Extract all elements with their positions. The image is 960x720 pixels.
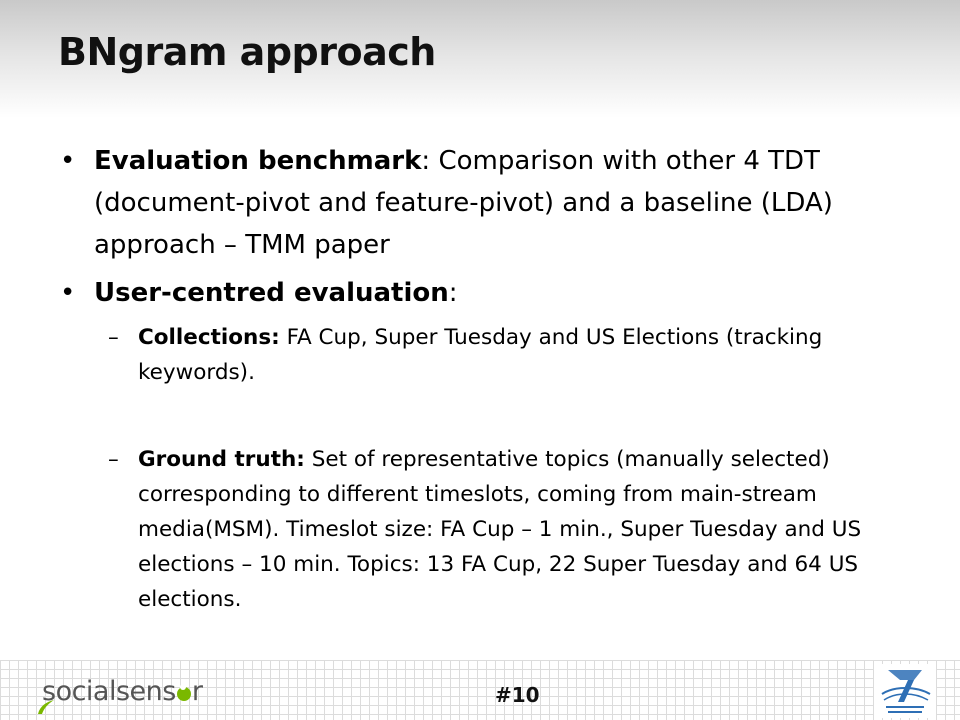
logo-wordmark <box>42 676 202 707</box>
bullet-marker: • <box>60 278 76 308</box>
logo-text-r: r <box>191 676 203 707</box>
dash-marker: – <box>108 447 119 472</box>
logo-dot-icon <box>177 687 191 701</box>
dash-marker: – <box>108 325 119 350</box>
logo-text-sens: sens <box>115 676 176 707</box>
slide-title: BNgram approach <box>58 30 436 74</box>
sub-bullet-collections <box>60 320 920 390</box>
bullet-text: : Comparison with other 4 TDT (document-pivot and feature-pivot) and a baseline (LDA) approach – TMM paper <box>94 146 833 260</box>
sub-bullet-heading: Collections: <box>138 325 280 350</box>
bullet-text: : <box>448 278 458 308</box>
page-number: #10 <box>495 683 540 707</box>
bullet-user-centred-evaluation <box>60 272 920 314</box>
sub-bullet-heading: Ground truth: <box>138 447 305 472</box>
bullet-heading: Evaluation benchmark <box>94 146 422 176</box>
spacer <box>60 390 920 442</box>
sub-bullet-text: Set of representative topics (manually selected) corresponding to different timeslots, coming from main-stream media(MSM). Timeslot size: FA Cup – 1 min., Super Tuesday and US elections – 10 min. Topics: 13 FA Cup, 22 Super Tuesday and 64 US elections. <box>138 447 862 612</box>
logo-text-social: social <box>42 676 116 707</box>
sub-bullet-text: FA Cup, Super Tuesday and US Elections (tracking keywords). <box>138 325 823 385</box>
bullet-heading: User-centred evaluation <box>94 278 449 308</box>
bullet-marker: • <box>60 146 76 176</box>
slide-body <box>60 140 920 617</box>
seventh-framework-programme-logo-icon <box>874 664 936 718</box>
socialsensor-logo <box>36 672 236 716</box>
bullet-evaluation-benchmark <box>60 140 920 266</box>
sub-bullet-ground-truth <box>60 442 920 617</box>
